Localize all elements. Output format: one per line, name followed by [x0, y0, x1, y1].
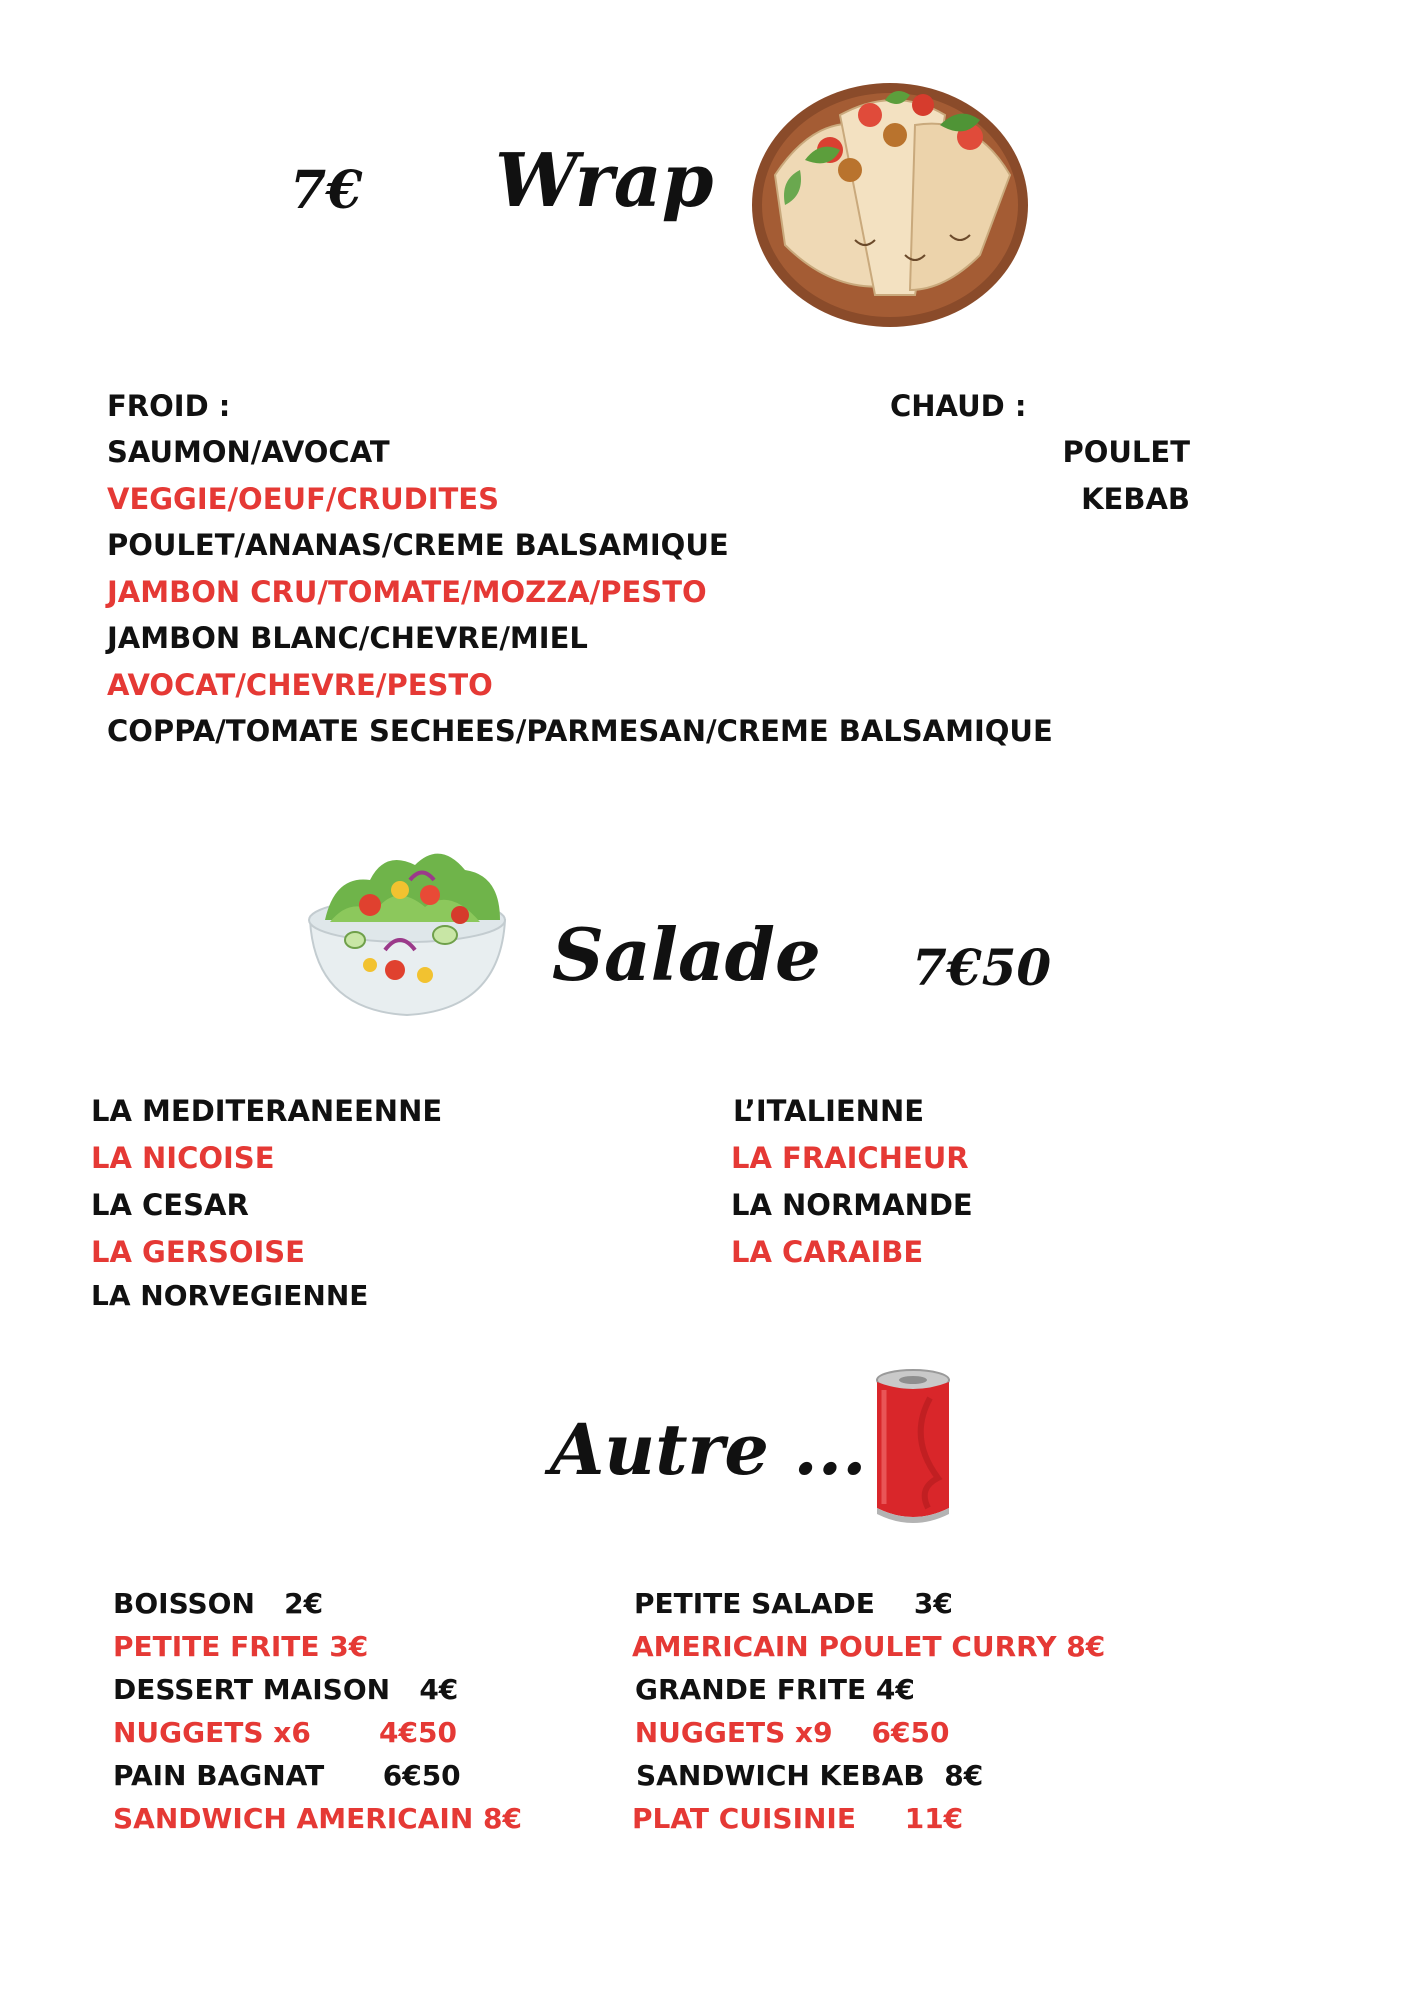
salad-bowl-icon — [300, 850, 515, 1020]
autre-title: Autre ... — [550, 1408, 867, 1491]
autre-item: PETITE FRITE 3€ — [113, 1630, 369, 1663]
wrap-price: 7€ — [290, 160, 363, 221]
salade-item: LA MEDITERANEENNE — [91, 1094, 443, 1128]
wrap-hot-item: POULET — [1062, 435, 1190, 469]
wrap-cold-item: VEGGIE/OEUF/CRUDITES — [107, 482, 499, 516]
wrap-cold-item: AVOCAT/CHEVRE/PESTO — [107, 668, 493, 702]
autre-item: AMERICAIN POULET CURRY 8€ — [632, 1630, 1106, 1663]
autre-item: NUGGETS x9 6€50 — [625, 1716, 950, 1749]
salade-item: LA NICOISE — [91, 1141, 275, 1175]
wrap-hot-item: KEBAB — [1081, 482, 1190, 516]
salade-item: LA GERSOISE — [91, 1235, 305, 1269]
soda-can-icon — [868, 1368, 958, 1528]
wrap-hot-label: CHAUD : — [890, 389, 1027, 423]
autre-item: SANDWICH KEBAB 8€ — [636, 1759, 984, 1792]
salade-item: LA NORVEGIENNE — [91, 1279, 369, 1312]
autre-item: GRANDE FRITE 4€ — [635, 1673, 915, 1706]
salade-title: Salade — [552, 912, 821, 997]
wrap-cold-item: JAMBON CRU/TOMATE/MOZZA/PESTO — [107, 575, 707, 609]
salade-item: LA NORMANDE — [731, 1188, 973, 1222]
salade-item: LA FRAICHEUR — [731, 1141, 969, 1175]
autre-item: DESSERT MAISON 4€ — [113, 1673, 459, 1706]
wrap-cold-item: COPPA/TOMATE SECHEES/PARMESAN/CREME BALSAMIQUE — [107, 714, 1053, 748]
salade-price: 7€50 — [912, 938, 1052, 997]
wrap-cold-item: POULET/ANANAS/CREME BALSAMIQUE — [107, 528, 729, 562]
wrap-cold-item: SAUMON/AVOCAT — [107, 435, 390, 469]
wrap-cold-label: FROID : — [107, 389, 231, 423]
autre-item: PAIN BAGNAT 6€50 — [113, 1759, 461, 1792]
salade-item: LA CARAIBE — [731, 1235, 924, 1269]
autre-item: NUGGETS x6 4€50 — [113, 1716, 457, 1749]
salade-item: LA CESAR — [91, 1188, 249, 1222]
autre-item: PETITE SALADE 3€ — [634, 1587, 953, 1620]
wrap-cold-item: JAMBON BLANC/CHEVRE/MIEL — [107, 621, 588, 655]
autre-item: PLAT CUISINIE 11€ — [632, 1802, 964, 1835]
autre-item: BOISSON 2€ — [113, 1587, 324, 1620]
autre-item: SANDWICH AMERICAIN 8€ — [113, 1802, 522, 1835]
wrap-plate-icon — [745, 55, 1035, 330]
wrap-title: Wrap — [495, 138, 714, 224]
salade-item: L’ITALIENNE — [733, 1094, 925, 1128]
